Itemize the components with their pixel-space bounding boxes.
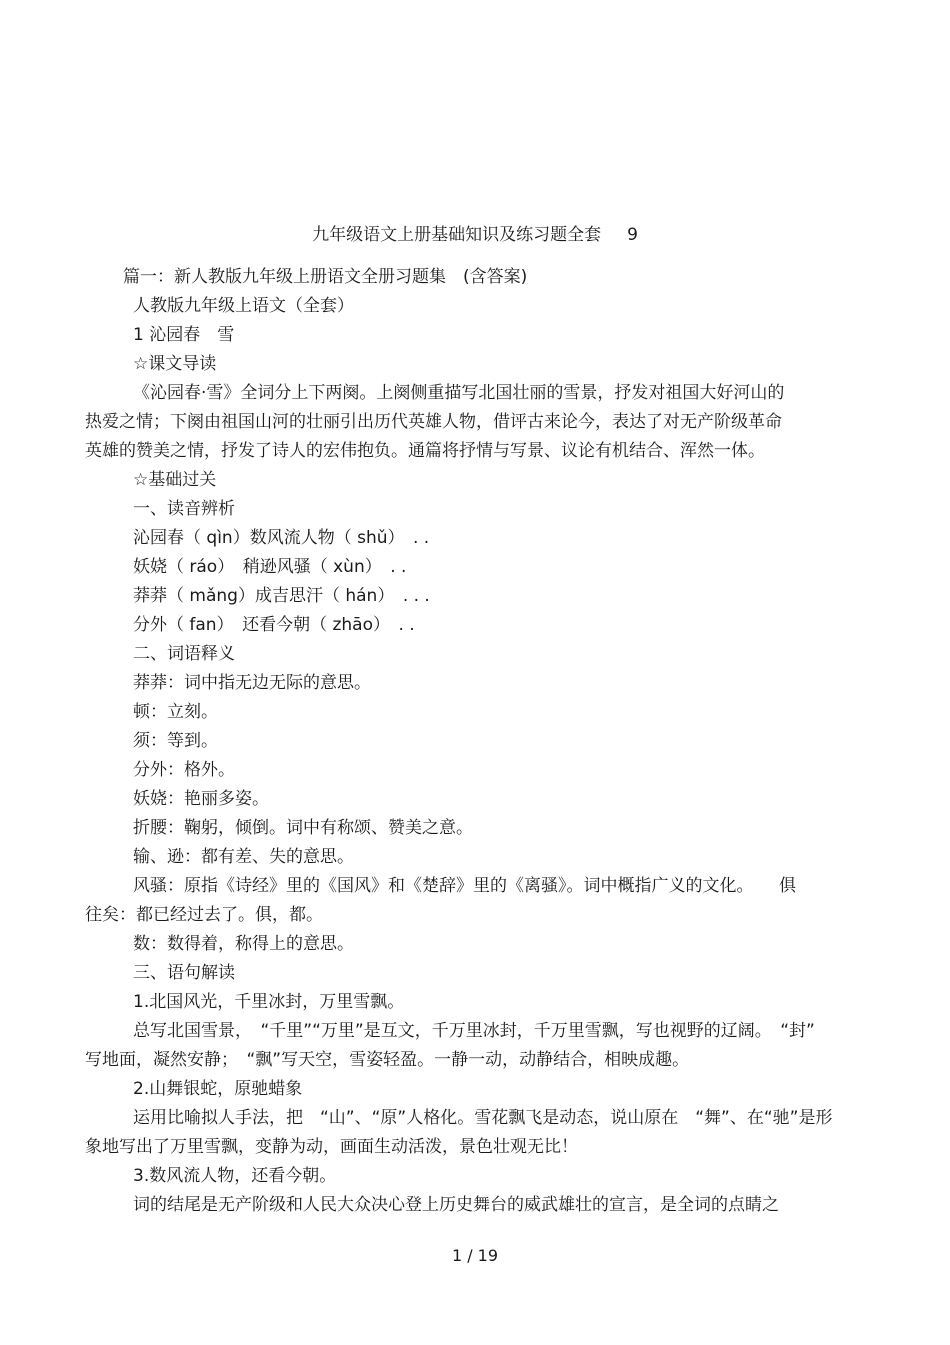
- paragraph-line: 总写北国雪景， “千里”“万里”是互文，千万里冰封，千万里雪飘，写也视野的辽阔。 “封”: [133, 1021, 815, 1041]
- section-heading: 篇一：新人教版九年级上册语文全册习题集 (含答案): [123, 267, 528, 287]
- definition-line: 折腰：鞠躬，倾倒。词中有称颂、赞美之意。: [133, 818, 473, 838]
- definition-line: 输、逊：都有差、失的意思。: [133, 847, 354, 867]
- text-line: 人教版九年级上语文（全套）: [133, 296, 354, 316]
- definition-line: 分外：格外。: [133, 760, 235, 780]
- definition-line: 数：数得着，称得上的意思。: [133, 934, 354, 954]
- quote-line: 1.北国风光，千里冰封，万里雪飘。: [133, 992, 405, 1012]
- quote-line: 2.山舞银蛇，原驰蜡象: [133, 1079, 303, 1099]
- paragraph-line: 写地面，凝然安静； “飘”写天空，雪姿轻盈。一静一动，动静结合，相映成趣。: [85, 1050, 690, 1070]
- definition-line: 妖娆：艳丽多姿。: [133, 789, 269, 809]
- paragraph-line: 象地写出了万里雪飘，变静为动，画面生动活泼，景色壮观无比！: [85, 1137, 578, 1157]
- pinyin-line: 莽莽（ mǎng）成吉思汗（ hán） . . .: [133, 586, 430, 606]
- pinyin-line: 妖娆（ ráo） 稍逊风骚（ xùn） . .: [133, 557, 407, 577]
- subsection-heading: ☆基础过关: [133, 470, 217, 490]
- paragraph-line: 运用比喻拟人手法，把 “山”、“原”人格化。雪花飘飞是动态，说山原在 “舞”、在“驰”是形: [133, 1108, 833, 1128]
- paragraph-line: 词的结尾是无产阶级和人民大众决心登上历史舞台的威武雄壮的宣言，是全词的点睛之: [133, 1195, 779, 1215]
- subsection-heading: 一、读音辨析: [133, 499, 235, 519]
- definition-line: 莽莽：词中指无边无际的意思。: [133, 673, 371, 693]
- pinyin-line: 沁园春（ qìn）数风流人物（ shǔ） . .: [133, 528, 430, 548]
- lesson-title: 1 沁园春 雪: [133, 325, 235, 345]
- paragraph-line: 热爱之情；下阕由祖国山河的壮丽引出历代英雄人物，借评古来论今，表达了对无产阶级革命: [85, 412, 782, 432]
- page-number: 1 / 19: [451, 1246, 499, 1265]
- definition-line: 往矣：都已经过去了。俱，都。: [85, 905, 323, 925]
- subsection-heading: ☆课文导读: [133, 354, 217, 374]
- pinyin-line: 分外（ fan） 还看今朝（ zhāo） . .: [133, 615, 415, 635]
- definition-line: 顿：立刻。: [133, 702, 218, 722]
- quote-line: 3.数风流人物，还看今朝。: [133, 1166, 337, 1186]
- definition-line: 须：等到。: [133, 731, 218, 751]
- document-title: [0, 220, 950, 245]
- subsection-heading: 二、词语释义: [133, 644, 235, 664]
- paragraph-line: 英雄的赞美之情，抒发了诗人的宏伟抱负。通篇将抒情与写景、议论有机结合、浑然一体。: [85, 441, 765, 461]
- subsection-heading: 三、语句解读: [133, 963, 235, 983]
- paragraph-line: 《沁园春·雪》全词分上下两阕。上阕侧重描写北国壮丽的雪景，抒发对祖国大好河山的: [133, 383, 785, 403]
- title-number: 9: [627, 225, 638, 245]
- title-text: 九年级语文上册基础知识及练习题全套: [312, 225, 602, 245]
- definition-line: 风骚：原指《诗经》里的《国风》和《楚辞》里的《离骚》。词中概指广义的文化。 俱: [133, 876, 796, 896]
